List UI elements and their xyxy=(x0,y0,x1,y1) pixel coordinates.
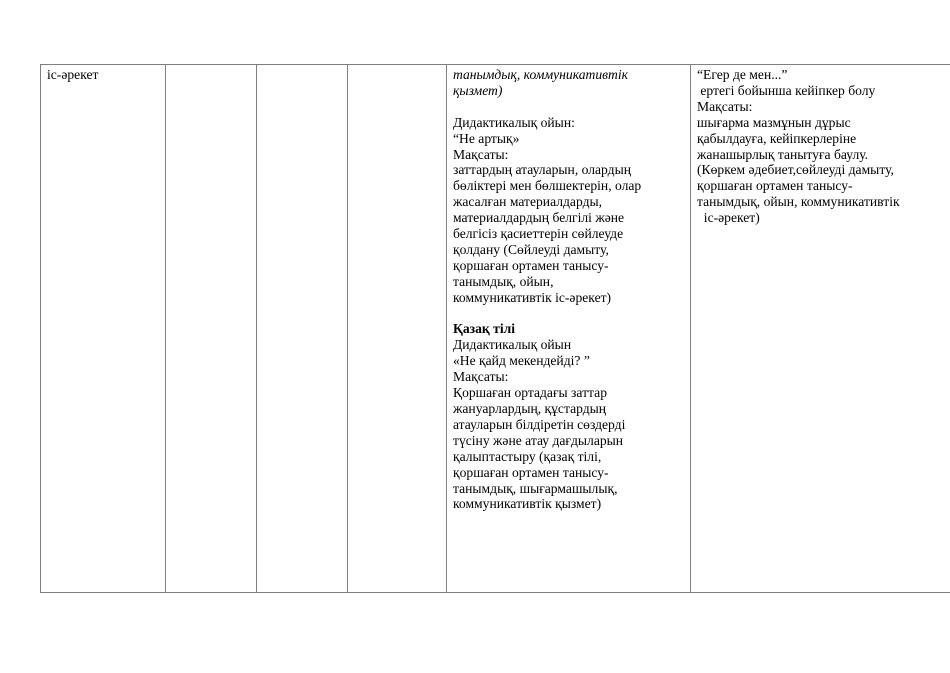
game-title: «Не қайд мекендейді? ” xyxy=(453,353,590,369)
text-line: түсіну және атау дағдыларын xyxy=(453,432,624,448)
text-line: материалдардың белгілі және xyxy=(453,210,625,226)
text-line: коммуникативтік қызмет) xyxy=(453,496,602,512)
text-line: танымдық, ойын, коммуникативтік xyxy=(697,194,900,210)
text-line: қызмет) xyxy=(453,82,503,98)
table-row xyxy=(41,65,950,593)
text-line: жануарлардың, құстардың xyxy=(453,401,607,416)
text-line: (Көркем әдебиет,сөйлеуді дамыту, xyxy=(697,162,894,178)
text-line: іс-әрекет) xyxy=(697,210,760,226)
text-line: қабылдауға, кейіпкерлеріне xyxy=(697,130,857,146)
spacer xyxy=(453,99,684,115)
empty-cell xyxy=(257,65,348,593)
text-line: шығарма мазмұнын дұрыс xyxy=(697,114,851,130)
game-title: “Егер де мен...” xyxy=(697,67,788,82)
text-line: қолдану (Сөйлеуді дамыту, xyxy=(453,241,609,257)
text-line: коммуникативтік іс-әрекет) xyxy=(453,289,612,305)
text-line: қоршаған ортамен танысу- xyxy=(453,257,609,273)
text-line: танымдық, коммуникативтік xyxy=(453,67,628,82)
text-line: ертегі бойынша кейіпкер болу xyxy=(697,82,876,98)
goal-label: Мақсаты: xyxy=(453,369,509,385)
game-heading: Дидактикалық ойын xyxy=(453,337,572,353)
goal-label: Мақсаты: xyxy=(697,98,753,114)
text-line: танымдық, ойын, xyxy=(453,273,554,289)
goal-label: Мақсаты: xyxy=(453,146,509,162)
text-line: танымдық, шығармашылық, xyxy=(453,480,618,496)
text-line: заттардың атауларын, олардың xyxy=(453,162,631,178)
text-line: атауларын білдіретін сөздерді xyxy=(453,416,626,432)
game-title: “Не артық» xyxy=(453,130,520,146)
text-line: бөліктері мен бөлшектерін, олар xyxy=(453,178,642,194)
row-label: іс-әрекет xyxy=(47,67,99,82)
empty-cell xyxy=(348,65,447,593)
text-line: қоршаған ортамен танысу- xyxy=(697,178,853,194)
text-line: қалыптастыру (қазақ тілі, xyxy=(453,448,602,464)
text-line: қоршаған ортамен танысу- xyxy=(453,464,609,480)
activity-game-cell xyxy=(691,65,950,593)
empty-cell xyxy=(166,65,257,593)
text-line: белгісіз қасиеттерін сөйлеуде xyxy=(453,226,624,242)
text-line: жасалған материалдарды, xyxy=(453,194,603,210)
spacer xyxy=(453,306,684,322)
game-heading: Дидактикалық ойын: xyxy=(453,114,575,130)
section-title: Қазақ тілі xyxy=(453,321,516,337)
activities-cell xyxy=(447,65,691,593)
text-line: Қоршаған ортадағы заттар xyxy=(453,385,607,401)
schedule-table xyxy=(40,64,950,593)
row-label-cell xyxy=(41,65,166,593)
text-line: жанашырлық танытуға баулу. xyxy=(697,146,869,162)
